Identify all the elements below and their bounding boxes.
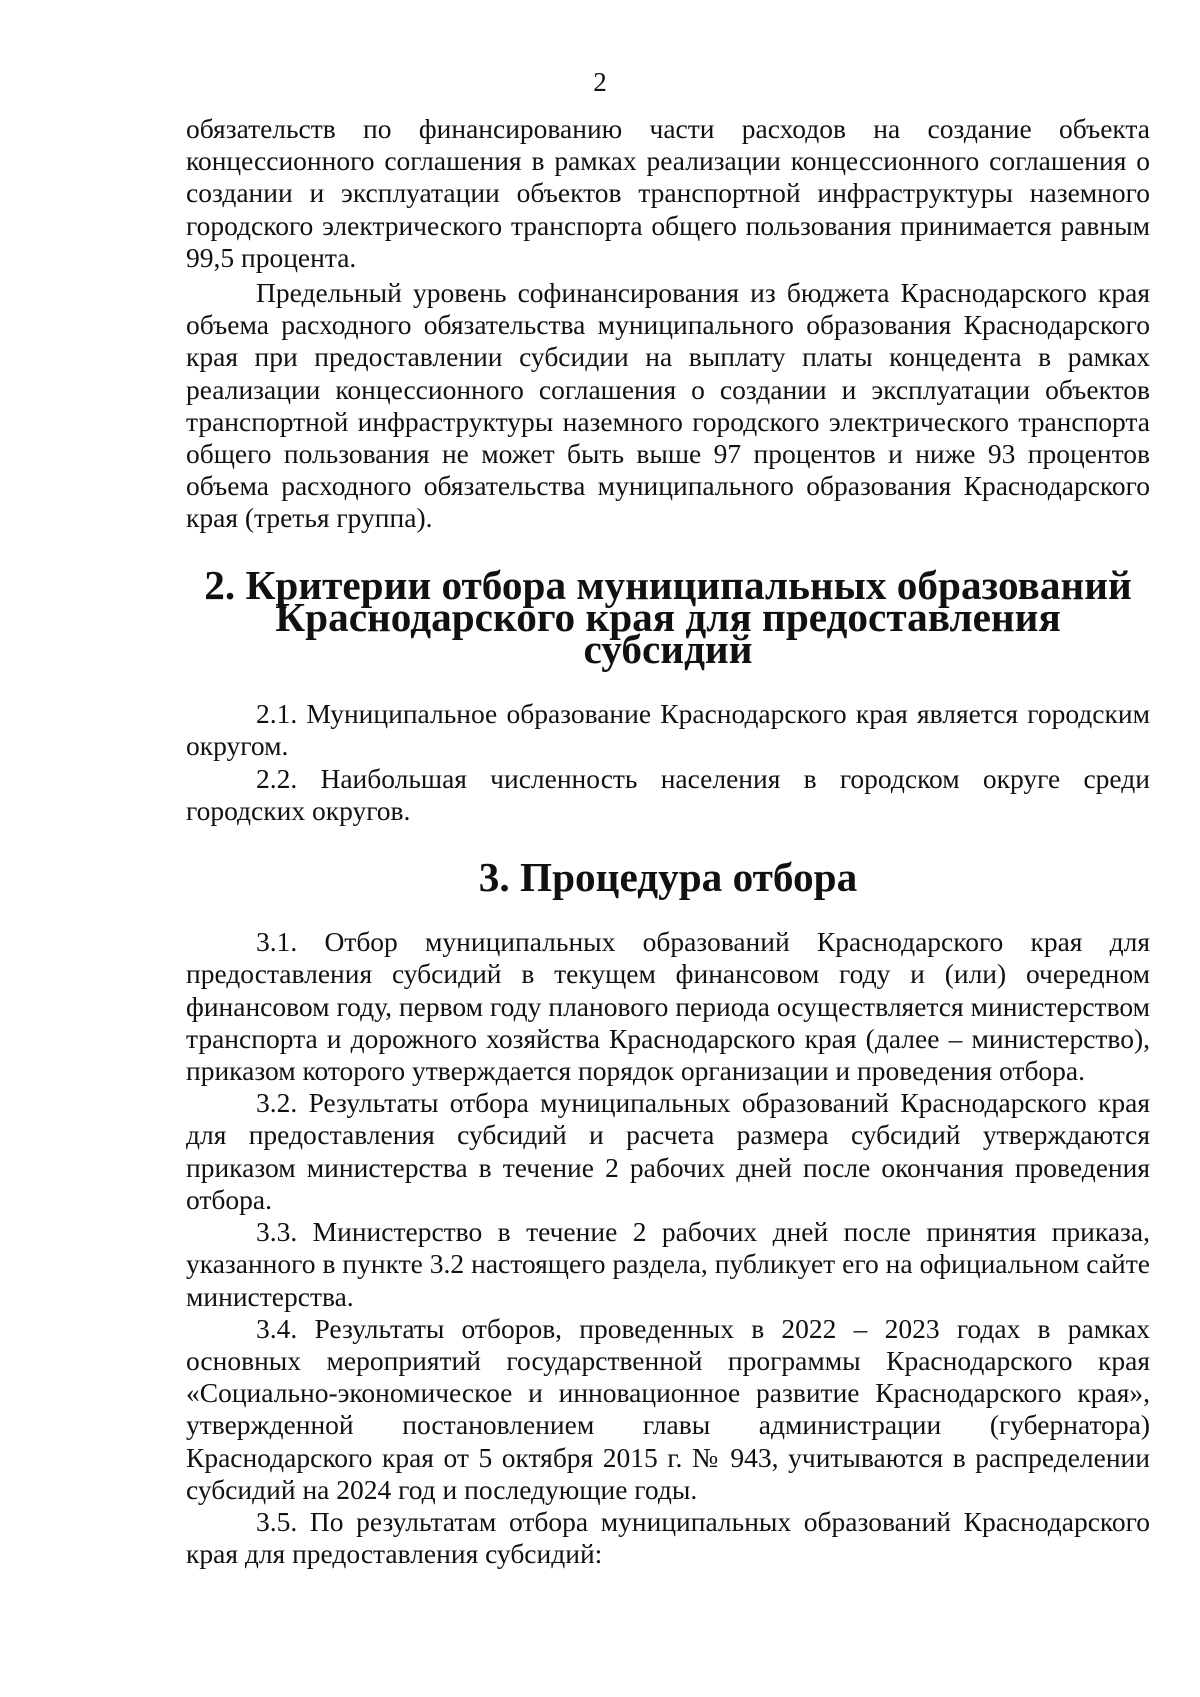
paragraph-cofinancing-limit: Предельный уровень софинансирования из бюджета Краснодарского края объема расходного обязательства муниципального образования Краснодарского края при предоставлении субсидии на выплату платы концедента в рамках реализации концессионного соглашения о создании и эксплуатации объектов транспортной инфраструктуры наземного городского электрического транспорта общего пользования не может быть выше 97 процентов и ниже 93 процентов объема расходного обязательства муниципального образования Краснодарского края (третья группа).: [186, 277, 1150, 534]
section-3-item-3-4: 3.4. Результаты отборов, проведенных в 2022 – 2023 годах в рамках основных мероприятий государственной программы Краснодарского края «Социально-экономическое и инновационное развитие Краснодарского края», утвержденной постановлением главы администрации (губернатора) Краснодарского края от 5 октября 2015 г. № 943, учитываются в распределении субсидий на 2024 год и последующие годы.: [186, 1312, 1150, 1505]
section-3-item-3-2: 3.2. Результаты отбора муниципальных образований Краснодарского края для предоставления субсидий и расчета размера субсидий утверждаются приказом министерства в течение 2 рабочих дней после окончания проведения отбора.: [186, 1087, 1150, 1215]
section-2-heading: [186, 561, 1150, 673]
section-2-heading-line-1: 2. Критерии отбора муниципальных образований: [204, 561, 1132, 608]
section-2-heading-line-2: Краснодарского края для предоставления субсидий: [275, 593, 1061, 673]
document-body: [186, 113, 1150, 1570]
section-2-item-2-2: 2.2. Наибольшая численность населения в городском округе среди городских округов.: [186, 762, 1150, 826]
section-3-heading: 3. Процедура отбора: [478, 854, 858, 901]
section-3-item-3-5: 3.5. По результатам отбора муниципальных образований Краснодарского края для предоставления субсидий:: [186, 1505, 1150, 1570]
section-3-item-3-1: 3.1. Отбор муниципальных образований Краснодарского края для предоставления субсидий в текущем финансовом году и (или) очередном финансовом году, первом году планового периода осуществляется министерством транспорта и дорожного хозяйства Краснодарского края (далее – министерство), приказом которого утверждается порядок организации и проведения отбора.: [186, 926, 1150, 1087]
section-2-item-2-1: 2.1. Муниципальное образование Краснодарского края является городским округом.: [186, 698, 1150, 762]
page-number: 2: [593, 67, 607, 97]
section-3-item-3-3: 3.3. Министерство в течение 2 рабочих дней после принятия приказа, указанного в пункте 3.2 настоящего раздела, публикует его на официальном сайте министерства.: [186, 1216, 1150, 1312]
paragraph-intro-continuation: обязательств по финансированию части расходов на создание объекта концессионного соглашения в рамках реализации концессионного соглашения о создании и эксплуатации объектов транспортной инфраструктуры наземного городского электрического транспорта общего пользования принимается равным 99,5 процента.: [186, 113, 1150, 273]
